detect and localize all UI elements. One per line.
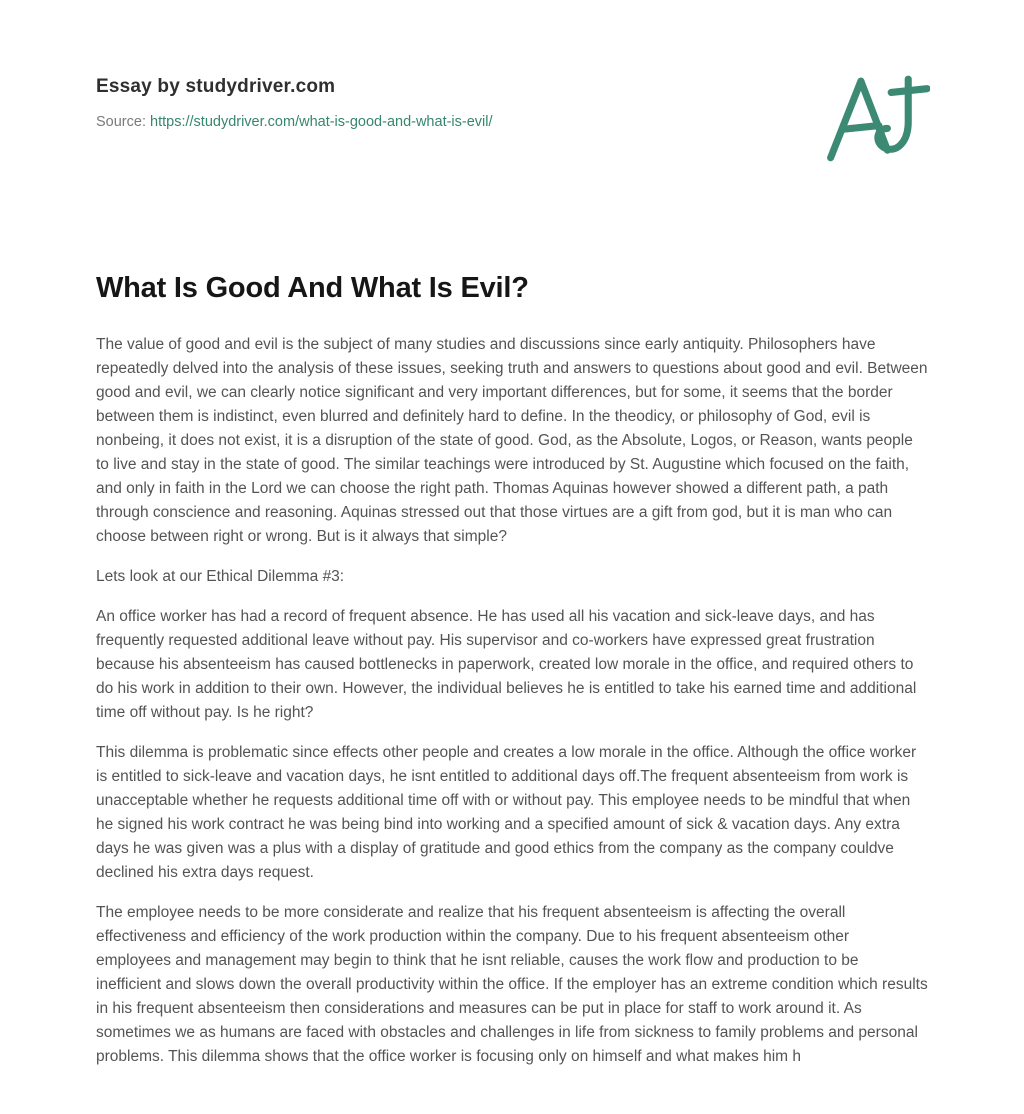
essay-title: What Is Good And What Is Evil? xyxy=(96,272,529,304)
header-text-block xyxy=(96,76,493,130)
studydriver-logo-icon xyxy=(824,72,930,164)
header-title: Essay by studydriver.com xyxy=(96,76,336,97)
essay-paragraph-3: An office worker has had a record of frequent absence. He has used all his vacation and sick-leave days, and has frequently requested additional leave without pay. His supervisor and co-workers have expressed great frustration because his absenteeism has caused bottlenecks in paperwork, created low morale in the office, and required others to do his work in addition to their own. However, the individual believes he is entitled to take his earned time and additional time off without pay. Is he right? xyxy=(96,608,917,721)
essay-paragraph-2: Lets look at our Ethical Dilemma #3: xyxy=(96,568,345,585)
source-label: Source: xyxy=(96,114,146,130)
essay-paragraph-1: The value of good and evil is the subject of many studies and discussions since early antiquity. Philosophers have repeatedly delved into the analysis of these issues, seeking truth and answers to questions about good and evil. Between good and evil, we can clearly notice significant and very important differences, but for some, it seems that the border between them is indistinct, even blurred and definitely hard to define. In the theodicy, or philosophy of God, evil is nonbeing, it does not exist, it is a disruption of the state of good. God, as the Absolute, Logos, or Reason, wants people to live and stay in the state of good. The similar teachings were introduced by St. Augustine which focused on the faith, and only in faith in the Lord we can choose the right path. Thomas Aquinas however showed a different path, a path through conscience and reasoning. Aquinas stressed out that those virtues are a gift from god, but it is man who can choose between right or wrong. But is it always that simple? xyxy=(96,336,928,545)
essay-paragraph-5: The employee needs to be more considerate and realize that his frequent absenteeism is affecting the overall effectiveness and efficiency of the work production within the company. Due to his frequent absenteeism other employees and management may begin to think that he isnt reliable, causes the work flow and production to be inefficient and slows down the overall productivity within the office. If the employer has an extreme condition which results in his frequent absenteeism then considerations and measures can be put in place for staff to work around it. As sometimes we as humans are faced with obstacles and challenges in life from sickness to family problems and personal problems. This dilemma shows that the office worker is focusing only on himself and what makes him h xyxy=(96,904,928,1065)
essay-paragraph-4: This dilemma is problematic since effects other people and creates a low morale in the office. Although the office worker is entitled to sick-leave and vacation days, he isnt entitled to additional days off.The frequent absenteeism from work is unacceptable whether he requests additional time off with or without pay. This employee needs to be mindful that when he signed his work contract he was being bind into working and a specified amount of sick & vacation days. Any extra days he was given was a plus with a display of gratitude and good ethics from the company as the company couldve declined his extra days request. xyxy=(96,744,917,881)
essay-body xyxy=(96,333,928,1069)
page-header xyxy=(96,0,928,164)
source-line xyxy=(96,114,493,130)
essay-content xyxy=(96,272,928,1069)
source-link[interactable]: https://studydriver.com/what-is-good-and-what-is-evil/ xyxy=(150,114,493,130)
